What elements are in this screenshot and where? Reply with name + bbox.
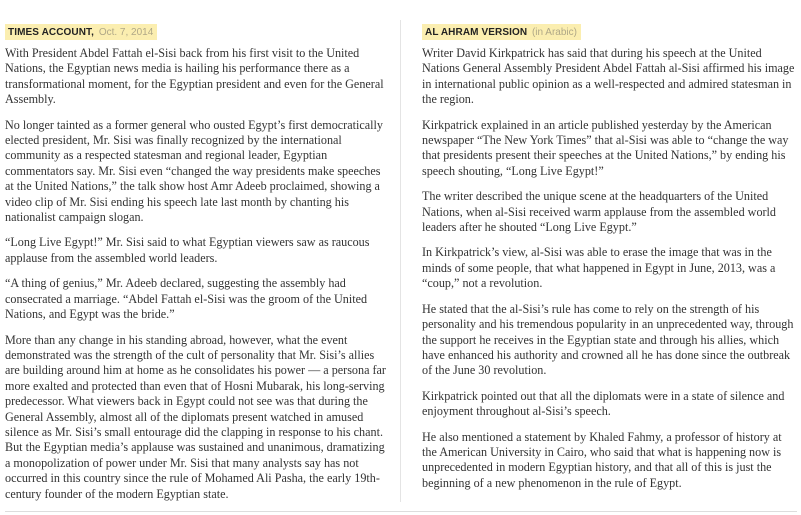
times-paragraph-1: With President Abdel Fattah el-Sisi back from his first visit to the United Nations, the Egyptian news media is hailing his performance there as a transformational moment, for the Egyptian president and even for the General Assembly.: [5, 46, 384, 107]
times-account-column: [5, 22, 387, 512]
ahram-paragraph-7: He also mentioned a statement by Khaled Fahmy, a professor of history at the American University in Cairo, who said that what is happening now is unprecedented in modern Egyptian history, and that all of this is just the beginning of a new phenomenon in the rule of Egypt.: [422, 429, 782, 490]
ahram-paragraph-2: Kirkpatrick explained in an article published yesterday by the American newspaper “The New York Times” that al-Sisi was able to “change the way that presidents present their speeches at the United Nations,” by ending his speech shouting, “Long Live Egypt!”: [422, 117, 789, 178]
times-account-header: [5, 24, 157, 40]
times-paragraph-3: “Long Live Egypt!” Mr. Sisi said to what Egyptian viewers saw as raucous applause from the assembled world leaders.: [5, 235, 370, 265]
column-divider: [400, 20, 401, 502]
al-ahram-header: [422, 24, 581, 40]
ahram-paragraph-1: Writer David Kirkpatrick has said that during his speech at the United Nations General Assembly President Abdel Fattah al-Sisi affirmed his image in international public opinion as a well-respected and admired statesman in the region.: [422, 46, 795, 107]
al-ahram-column: [422, 22, 798, 501]
bottom-divider: [5, 511, 797, 512]
al-ahram-title: AL AHRAM VERSION: [425, 27, 528, 38]
ahram-paragraph-6: Kirkpatrick pointed out that all the diplomats were in a state of silence and enjoyment throughout al-Sisi’s speech.: [422, 388, 785, 419]
times-account-date: Oct. 7, 2014: [98, 27, 154, 38]
times-paragraph-4: “A thing of genius,” Mr. Adeeb declared, suggesting the assembly had consecrated a marriage. “Abdel Fattah el-Sisi was the groom of the United Nations, and Egypt was the bride.”: [5, 276, 368, 322]
ahram-paragraph-4: In Kirkpatrick’s view, al-Sisi was able to erase the image that was in the minds of some people, that what happened in Egypt in June, 2013, was a “coup,” not a revolution.: [422, 245, 776, 291]
times-paragraph-2: No longer tainted as a former general who ousted Egypt’s first democratically elected president, Mr. Sisi was finally recognized by the international community as a respected statesman and regional leader, Egyptian commentators say. Mr. Sisi even “changed the way presidents make speeches at the United Nations,” the talk show host Amr Adeeb proclaimed, showing a video clip of Mr. Sisi ending his speech late last month by chanting his nationalist campaign slogan.: [5, 117, 383, 225]
times-account-title: TIMES ACCOUNT,: [8, 27, 95, 38]
ahram-paragraph-3: The writer described the unique scene at the headquarters of the United Nations, when al-Sisi received warm applause from the assembled world leaders after he shouted “Long Live Egypt.”: [422, 189, 776, 235]
ahram-paragraph-5: He stated that the al-Sisi’s rule has come to rely on the strength of his personality and his tremendous popularity in an unprecedented way, through the support he receives in the Egyptian state and through his allies, which have enhanced his authority and crowned all he has done since the outbreak of the June 30 revolution.: [422, 301, 794, 378]
al-ahram-language-note: (in Arabic): [531, 27, 577, 38]
times-paragraph-5: More than any change in his standing abroad, however, what the event demonstrated was the strength of the cult of personality that Mr. Sisi’s allies are building around him at home as he consolidates his power — a persona far more exalted and protected than even that of Hosni Mubarak, his long-serving predecessor. What viewers back in Egypt could not see was that during the General Assembly, almost all of the diplomats present watched in amused silence as Mr. Sisi’s small entourage did the clapping in response to his chant. But the Egyptian media’s applause was sustained and unanimous, dramatizing a monopolization of power under Mr. Sisi that many analysts say has not occurred in this country since the rule of Mohamed Ali Pasha, the early 19th-century founder of the modern Egyptian state.: [5, 332, 386, 501]
